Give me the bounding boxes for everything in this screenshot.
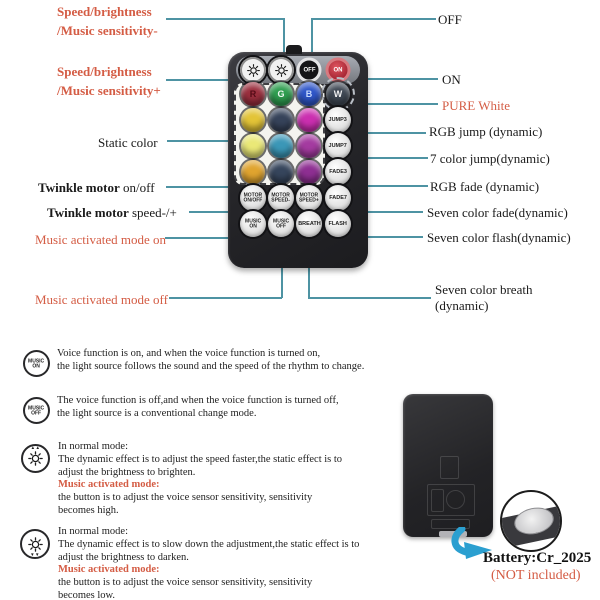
fade7-button — [325, 185, 351, 211]
motor-speed-minus-button — [268, 185, 294, 211]
label-music-mode-off: Music activated mode off — [35, 292, 168, 307]
legend-line-orange: Music activated mode: — [58, 479, 160, 491]
brightness-up-icon — [21, 444, 50, 473]
button-label: BREATH — [297, 220, 321, 227]
legend-line: the button is to adjust the voice sensor sensitivity, sensitivity — [58, 492, 313, 504]
sun-icon — [27, 536, 44, 553]
brightness-icon — [246, 63, 261, 78]
legend-brightness-down-text — [58, 526, 359, 600]
music-on-button — [240, 211, 266, 237]
down-arrows-icon: ▼▼ — [30, 552, 40, 558]
button-label: W — [333, 89, 343, 99]
label-part: on/off — [119, 180, 155, 195]
label-rgb-fade: RGB fade (dynamic) — [430, 179, 540, 194]
jump3-button — [325, 107, 351, 133]
brightness-down-icon — [20, 529, 50, 559]
label-7color-flash: Seven color flash(dynamic) — [427, 230, 571, 245]
button-label: ON — [333, 66, 343, 73]
label-7color-jump: 7 color jump(dynamic) — [430, 151, 550, 166]
breath-button — [296, 211, 322, 237]
battery-circle-marking — [446, 490, 465, 509]
white-button — [326, 82, 350, 106]
connector-line — [311, 18, 436, 20]
button-label: B — [305, 89, 313, 99]
label-part: Twinkle motor — [38, 180, 120, 195]
fade3-button — [325, 159, 351, 185]
label-speed-brightness-plus — [57, 62, 161, 100]
music-off-button — [268, 211, 294, 237]
brightness-down-button — [268, 57, 294, 83]
ir-emitter — [286, 45, 302, 54]
label-7color-fade: Seven color fade(dynamic) — [427, 205, 568, 220]
button-label: MUSIC OFF — [272, 218, 290, 229]
remote-control-back — [403, 394, 493, 537]
flash-button — [325, 211, 351, 237]
label-line: /Music sensitivity- — [57, 23, 158, 38]
brightness-up-button — [240, 57, 266, 83]
connector-line — [169, 297, 282, 299]
sun-icon — [27, 450, 44, 467]
legend-line: Voice function is on, and when the voice function is turned on, — [57, 348, 321, 359]
motor-speed-plus-button — [296, 185, 322, 211]
color-button-magenta — [297, 108, 321, 132]
color-button-green — [269, 82, 293, 106]
label-music-mode-on: Music activated mode on — [35, 232, 167, 247]
label-twinkle-motor-speed — [47, 203, 177, 222]
battery-marking — [431, 489, 444, 512]
legend-line: In normal mode: — [58, 526, 128, 537]
color-button-amber — [241, 160, 265, 184]
button-label: MOTOR SPEED+ — [299, 192, 319, 203]
legend-line: The voice function is off,and when the voice function is turned off, — [57, 395, 339, 406]
legend-line: In normal mode: — [58, 441, 128, 452]
color-button-yellow — [241, 108, 265, 132]
connector-line — [166, 18, 285, 20]
button-label: FLASH — [328, 220, 348, 227]
icon-label: MUSIC ON — [28, 358, 45, 369]
label-rgb-jump: RGB jump (dynamic) — [429, 124, 543, 139]
legend-line: the light source follows the sound and the speed of the rhythm to change. — [57, 360, 365, 372]
label-static-color: Static color — [98, 135, 158, 150]
label-line: (dynamic) — [435, 298, 489, 313]
music-on-icon — [23, 350, 50, 377]
battery-marking — [440, 456, 459, 479]
color-button-blue — [297, 82, 321, 106]
button-label: FADE3 — [329, 168, 347, 175]
button-label: G — [277, 89, 285, 99]
label-part: Twinkle motor — [47, 205, 129, 220]
battery-tray-closeup — [500, 490, 562, 552]
legend-music-off-text — [57, 395, 339, 421]
legend-line: adjust the brightness to brighten. — [58, 466, 196, 478]
legend-line: becomes low. — [58, 589, 116, 600]
color-button-pale-yellow — [241, 134, 265, 158]
label-pure-white: PURE White — [442, 98, 511, 113]
jump7-button — [325, 133, 351, 159]
legend-line: adjust the brightness to darken. — [58, 551, 189, 563]
legend-line: The dynamic effect is to adjust the speed faster,the static effect is to — [58, 453, 343, 465]
legend-line: the button is to adjust the voice sensor sensitivity, sensitivity — [58, 577, 313, 589]
button-label: MOTOR SPEED- — [271, 192, 291, 203]
label-off: OFF — [438, 12, 462, 27]
button-label: JUMP3 — [328, 116, 348, 123]
battery-label: Battery:Cr_2025 — [483, 550, 592, 566]
legend-line-orange: Music activated mode: — [58, 564, 160, 576]
legend-line: the light source is a conventional change mode. — [57, 407, 257, 419]
button-label: OFF — [303, 66, 315, 73]
label-line: /Music sensitivity+ — [57, 83, 161, 98]
brightness-icon — [274, 63, 289, 78]
icon-label: MUSIC OFF — [28, 405, 45, 416]
legend-line: The dynamic effect is to slow down the adjustment,the static effect is to — [58, 538, 360, 550]
legend-line: becomes high. — [58, 504, 119, 516]
label-on: ON — [442, 72, 461, 87]
label-7color-breath — [435, 282, 532, 314]
label-twinkle-motor-onoff — [38, 178, 155, 197]
color-button-teal — [269, 134, 293, 158]
label-line: Speed/brightness — [57, 64, 152, 79]
label-line: Speed/brightness — [57, 4, 152, 19]
label-speed-brightness-minus — [57, 2, 158, 40]
button-label: MOTOR ON/OFF — [243, 192, 263, 203]
button-label: R — [249, 89, 257, 99]
motor-onoff-button — [240, 185, 266, 211]
button-label: MUSIC ON — [244, 218, 262, 229]
color-button-dark-navy — [269, 160, 293, 184]
music-off-icon — [23, 397, 50, 424]
button-label: JUMP7 — [328, 142, 348, 149]
color-button-dark-purple — [297, 160, 321, 184]
color-button-navy — [269, 108, 293, 132]
label-line: Seven color breath — [435, 282, 533, 297]
remote-control-front — [228, 52, 368, 268]
up-arrows-icon: ▲▲ — [30, 445, 41, 451]
color-button-red — [241, 82, 265, 106]
button-label: FADE7 — [329, 194, 347, 201]
label-part: speed-/+ — [128, 205, 177, 220]
legend-music-on-text — [57, 348, 364, 374]
power-off-button — [297, 58, 322, 83]
color-button-purple — [297, 134, 321, 158]
connector-line — [308, 297, 431, 299]
legend-brightness-up-text — [58, 441, 342, 518]
battery-note: (NOT included) — [491, 568, 581, 583]
